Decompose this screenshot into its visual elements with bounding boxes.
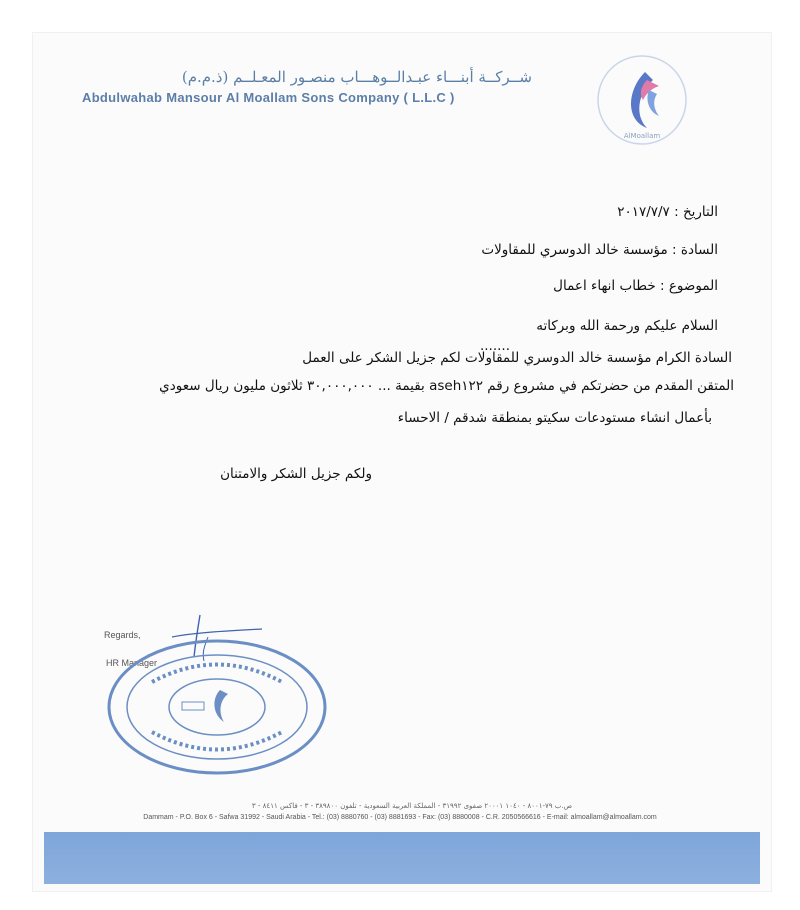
paragraph-line-3: بأعمال انشاء مستودعات سكيتو بمنطقة شدقم / الاحساء [397,410,712,426]
hr-manager-label: HR Manager [106,658,158,668]
paragraph-line-1: السادة الكرام مؤسسة خالد الدوسري للمقاولات لكم جزيل الشكر على العمل [302,350,732,366]
greeting-dots: ....... [479,338,510,354]
company-name-english: Abdulwahab Mansour Al Moallam Sons Company ( L.L.C ) [82,90,455,105]
subject-line: الموضوع : خطاب انهاء اعمال [553,278,718,294]
footer-address-english: Dammam - P.O. Box 6 - Safwa 31992 - Saudi Arabia - Tel.: (03) 8880760 - (03) 8881693 - Fax: (03) 8880008 - C.R. 2050566616 - E-mail: almoallam@almoallam.com [143,814,657,821]
company-name-arabic: شــركــة أبنـــاء عبـدالــوهـــاب منصـور المعـلــم (ذ.م.م) [181,68,532,86]
paragraph-line-2: المتقن المقدم من حضرتكم في مشروع رقم aseh١٢٢ بقيمة ... ٣٠,٠٠٠,٠٠٠ ثلاثون مليون ريال سعودي [159,378,734,394]
date-line: التاريخ : ٢٠١٧/٧/٧ [617,204,718,220]
letter-page [32,32,772,892]
regards-label: Regards, [104,630,141,640]
recipient-line: السادة : مؤسسة خالد الدوسري للمقاولات [481,242,718,258]
company-stamp-icon [102,632,332,782]
logo-caption: AlMoallam [623,132,661,140]
greeting-line: السلام عليكم ورحمة الله وبركاته [536,318,718,334]
footer-band [44,832,760,884]
company-logo-icon [587,50,697,160]
closing-line: ولكم جزيل الشكر والامتنان [220,466,372,482]
footer-address-arabic: ص.ب ٧٩-٨٠٠١ - ١٠٤٠ ٢٠٠٠١ صفوى ٣١٩٩٢ - المملكة العربية السعودية - تلفون ٣٨٩٨٠٠ - ٣ - فاكس ٨٤١١ - ٣ [251,802,573,810]
